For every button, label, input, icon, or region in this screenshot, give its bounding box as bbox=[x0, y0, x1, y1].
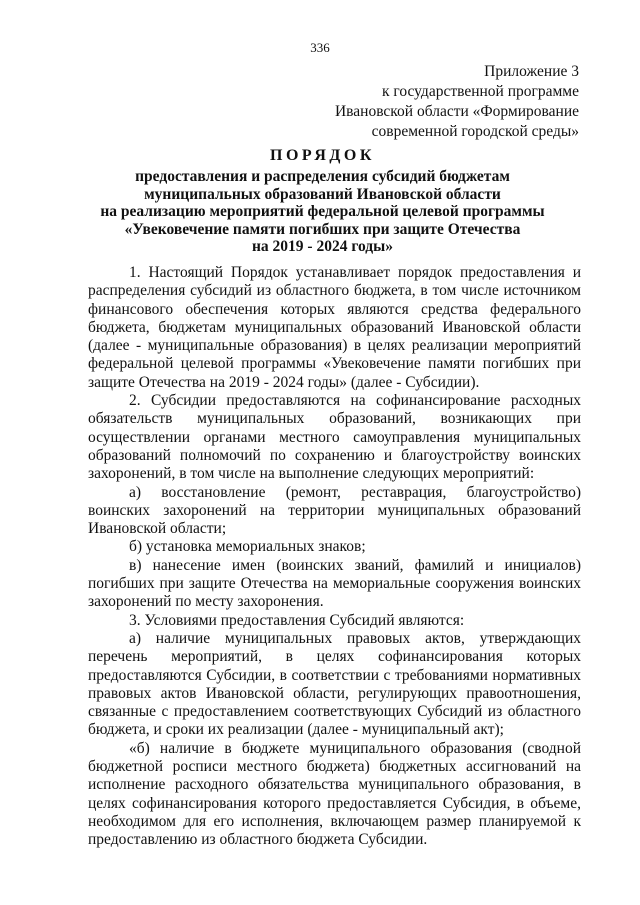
title-line: на 2019 - 2024 годы» bbox=[252, 238, 393, 255]
paragraph-3b: «б) наличие в бюджете муниципального образования (сводной бюджетной росписи местного бюджета) бюджетных ассигнований на исполнение расходного обязательства муниципального образования, в целях софинансирования которого предоставляется Субсидия, в объеме, необходимом для его исполнения, включающем размер планируемой к предоставлению из областного бюджета Субсидии. bbox=[88, 739, 581, 849]
paragraph-1: 1. Настоящий Порядок устанавливает порядок предоставления и распределения субсидий из областного бюджета, в том числе источником финансового обеспечения которых являются средства федерального бюджета, бюджетам муниципальных образований Ивановской области (далее - муниципальные образования) в целях реализации мероприятий федеральной целевой программы «Увековечение памяти погибших при защите Отечества на 2019 - 2024 годы» (далее - Субсидии). bbox=[88, 264, 581, 391]
document-title bbox=[80, 146, 565, 256]
paragraph-2c: в) нанесение имен (воинских званий, фамилий и инициалов) погибших при защите Отечества на мемориальные сооружения воинских захоронений по месту захоронения. bbox=[88, 556, 581, 611]
title-line: на реализацию мероприятий федеральной целевой программы bbox=[100, 203, 545, 220]
page-number: 336 bbox=[310, 40, 330, 55]
paragraph-2b: б) установка мемориальных знаков; bbox=[129, 538, 366, 556]
paragraph-3: 3. Условиями предоставления Субсидий являются: bbox=[129, 611, 465, 629]
appendix-line: современной городской среды» bbox=[371, 123, 579, 140]
paragraph-2a: а) восстановление (ремонт, реставрация, благоустройство) воинских захоронений на территории муниципальных образований Ивановской области; bbox=[88, 483, 581, 538]
title-line: «Увековечение памяти погибших при защите Отечества bbox=[124, 220, 521, 238]
document-body bbox=[88, 264, 581, 850]
appendix-line: Приложение 3 bbox=[484, 63, 579, 80]
paragraph-3a: а) наличие муниципальных правовых актов, утверждающих перечень мероприятий, в целях софинансирования которых предоставляются Субсидии, в соответствии с требованиями нормативных правовых актов Ивановской области, регулирующих правоотношения, связанные с предоставлением соответствующих Субсидий из областного бюджета, и сроки их реализации (далее - муниципальный акт); bbox=[88, 629, 581, 739]
title-main: ПОРЯДОК bbox=[270, 147, 375, 164]
appendix-line: к государственной программе bbox=[381, 83, 579, 100]
appendix-line: Ивановской области «Формирование bbox=[334, 103, 579, 120]
title-line: муниципальных образований Ивановской области bbox=[144, 185, 501, 203]
paragraph-2: 2. Субсидии предоставляются на софинансирование расходных обязательств муниципальных образований, возникающих при осуществлении органами местного самоуправления муниципальных образований полномочий по сохранению и благоустройству воинских захоронений, в том числе на выполнение следующих мероприятий: bbox=[88, 392, 581, 483]
title-line: предоставления и распределения субсидий бюджетам bbox=[135, 168, 510, 185]
appendix-header bbox=[335, 62, 579, 142]
